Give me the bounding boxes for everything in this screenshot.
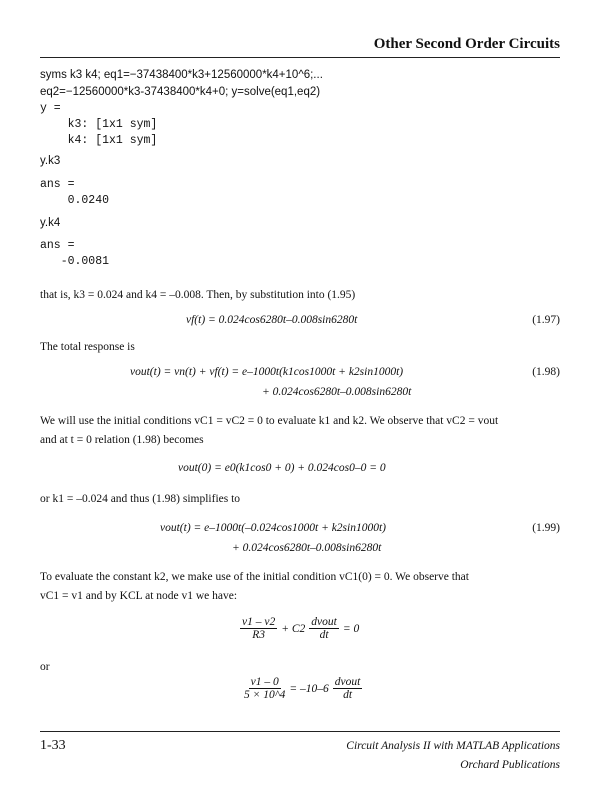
footer-rule (40, 731, 560, 732)
equation-1-98-line-1: vout(t) = vn(t) + vf(t) = e–1000t(k1cos1000t + k2sin1000t) (130, 366, 404, 378)
fraction-kcl-2 (244, 676, 285, 701)
paragraph-total-response: The total response is (40, 341, 135, 353)
code-line-1: syms k3 k4; eq1=−37438400*k3+12560000*k4+10^6;... (40, 69, 323, 81)
derivative-denominator: dt (319, 629, 329, 641)
derivative-numerator: dvout (334, 676, 361, 688)
fraction-denominator: 5 × 10^4 (244, 689, 286, 701)
output-ans-1: ans = (40, 178, 75, 191)
fraction-kcl-1 (240, 616, 277, 641)
header-rule (40, 57, 560, 58)
equation-initial-value: vout(0) = e0(k1cos0 + 0) + 0.024cos0–0 = 0 (178, 462, 386, 474)
paragraph-or: or (40, 661, 50, 673)
paragraph-initial-conditions-line-1: We will use the initial conditions vC1 = vC2 = 0 to evaluate k1 and k2. We observe that vC2 = vout (40, 415, 499, 427)
equation-number-1-97: (1.97) (532, 314, 560, 326)
equation-1-99-line-2: + 0.024cos6280t–0.008sin6280t (232, 542, 382, 554)
footer-book-title: Circuit Analysis II with MATLAB Applications (346, 740, 560, 752)
derivative-numerator: dvout (311, 616, 337, 628)
fraction-numerator: v1 – 0 (250, 676, 279, 688)
equation-1-97: vf(t) = 0.024cos6280t–0.008sin6280t (186, 314, 358, 326)
paragraph-evaluate-k2-line-2: vC1 = v1 and by KCL at node v1 we have: (40, 590, 238, 602)
code-yk3: y.k3 (40, 155, 61, 167)
output-k3: k3: [1x1 sym] (40, 118, 158, 131)
derivative-kcl-1 (309, 616, 339, 641)
code-yk4: y.k4 (40, 217, 61, 229)
paragraph-evaluate-k2-line-1: To evaluate the constant k2, we make use of the initial condition vC1(0) = 0. We observe that (40, 571, 469, 583)
kcl-2-middle: = –10–6 (289, 682, 329, 695)
output-y: y = (40, 102, 61, 115)
paragraph-initial-conditions-line-2: and at t = 0 relation (1.98) becomes (40, 434, 204, 446)
derivative-kcl-2 (333, 676, 363, 701)
fraction-denominator: R3 (252, 629, 265, 641)
equation-kcl-1 (240, 616, 359, 641)
footer-publisher: Orchard Publications (460, 759, 560, 771)
derivative-denominator: dt (343, 689, 353, 701)
paragraph-k1: or k1 = –0.024 and thus (1.98) simplifies to (40, 493, 241, 505)
code-line-2: eq2=−12560000*k3-37438400*k4+0; y=solve(eq1,eq2) (40, 86, 321, 98)
equation-1-98-line-2: + 0.024cos6280t–0.008sin6280t (262, 386, 412, 398)
equation-1-99-line-1: vout(t) = e–1000t(–0.024cos1000t + k2sin1000t) (160, 522, 387, 534)
page-number: 1-33 (40, 738, 66, 753)
output-ans-1-value: 0.0240 (40, 194, 110, 207)
fraction-numerator: v1 – v2 (242, 616, 276, 628)
equation-number-1-98: (1.98) (532, 366, 560, 378)
equation-number-1-99: (1.99) (532, 522, 560, 534)
output-ans-2-value: -0.0081 (40, 255, 110, 268)
running-header-title: Other Second Order Circuits (373, 36, 560, 52)
output-k4: k4: [1x1 sym] (40, 134, 158, 147)
output-ans-2: ans = (40, 239, 75, 252)
kcl-1-middle: + C2 (281, 622, 306, 635)
equation-kcl-2 (244, 676, 362, 701)
paragraph-substitution: that is, k3 = 0.024 and k4 = –0.008. Then, by substitution into (1.95) (40, 289, 356, 301)
kcl-1-rhs: = 0 (342, 622, 360, 635)
